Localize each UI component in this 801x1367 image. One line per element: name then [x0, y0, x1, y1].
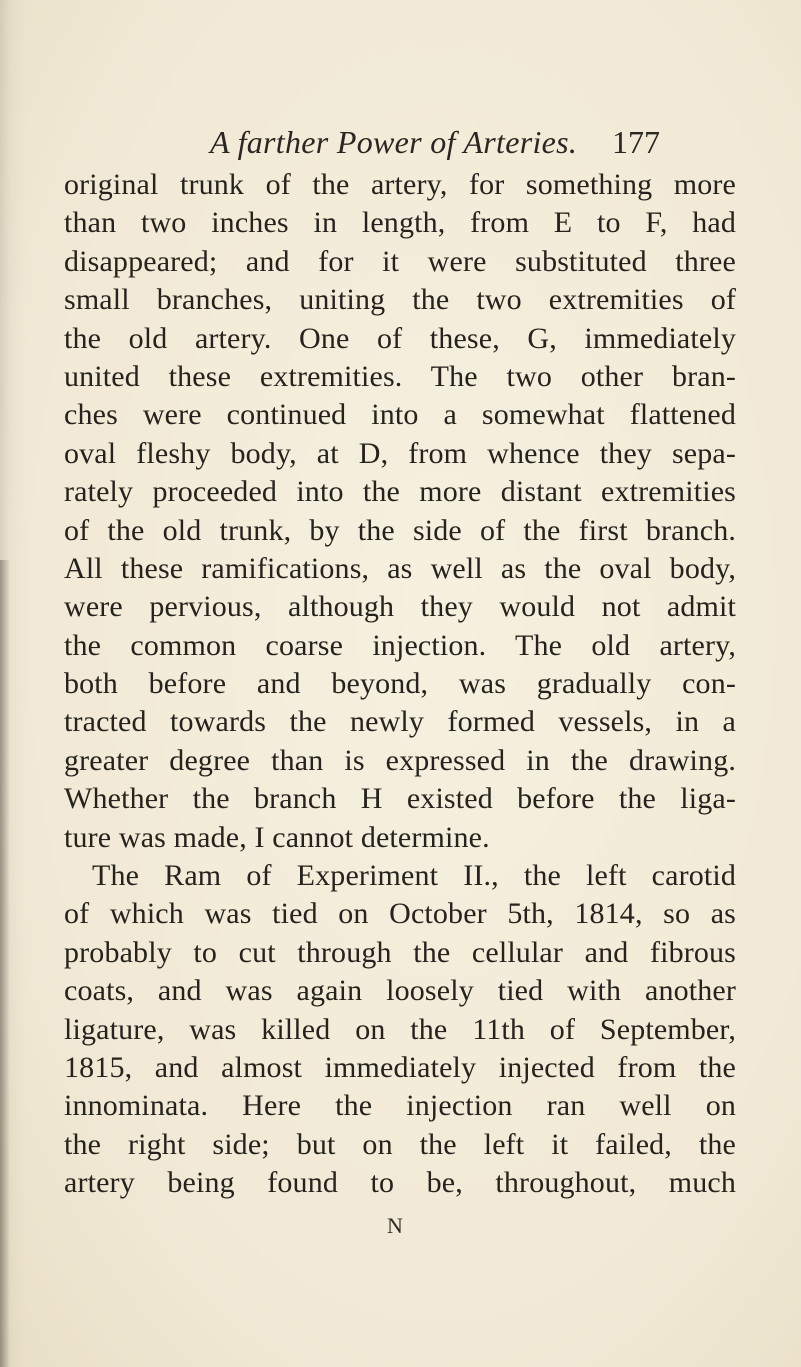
text-line: ches were continued into a somewhat flattened: [64, 398, 736, 432]
text-line: of the old trunk, by the side of the first branch.: [64, 513, 736, 547]
body-text: [64, 166, 736, 1203]
paragraph-end-line: ture was made, I cannot determine.: [64, 820, 490, 854]
text-line: Whether the branch H existed before the liga-: [64, 782, 736, 816]
text-line: disappeared; and for it were substituted three: [64, 244, 736, 278]
text-line: greater degree than is expressed in the drawing.: [64, 743, 736, 777]
text-line: the common coarse injection. The old artery,: [64, 628, 736, 662]
text-line: probably to cut through the cellular and fibrous: [64, 935, 736, 969]
paragraph-start-line: The Ram of Experiment II., the left carotid: [92, 859, 736, 893]
text-line: rately proceeded into the more distant extremities: [64, 475, 736, 509]
text-line: united these extremities. The two other bran-: [64, 359, 736, 393]
text-line: tracted towards the newly formed vessels, in a: [64, 705, 736, 739]
text-line: ligature, was killed on the 11th of September,: [64, 1012, 736, 1046]
text-line: both before and beyond, was gradually con-: [64, 667, 736, 701]
signature-mark: N: [387, 1213, 403, 1238]
text-line: 1815, and almost immediately injected from the: [64, 1050, 736, 1084]
text-line: were pervious, although they would not admit: [64, 590, 736, 624]
text-line: coats, and was again loosely tied with another: [64, 974, 736, 1008]
text-line: All these ramifications, as well as the oval body,: [64, 551, 736, 585]
text-line: artery being found to be, throughout, much: [64, 1166, 736, 1200]
text-line: than two inches in length, from E to F, had: [64, 206, 736, 240]
text-line: innominata. Here the injection ran well on: [64, 1089, 736, 1123]
running-head-title: A farther Power of Arteries.: [210, 124, 578, 160]
text-line: the old artery. One of these, G, immediately: [64, 321, 736, 355]
running-head: [210, 122, 660, 162]
text-line: original trunk of the artery, for something more: [64, 168, 736, 201]
page-gutter-shadow: [0, 560, 10, 1367]
text-line: of which was tied on October 5th, 1814, so as: [64, 897, 736, 931]
text-line: small branches, uniting the two extremities of: [64, 283, 736, 317]
page-number: 177: [612, 124, 660, 160]
text-line: the right side; but on the left it failed, the: [64, 1127, 736, 1161]
text-line: oval fleshy body, at D, from whence they sepa-: [64, 436, 736, 470]
